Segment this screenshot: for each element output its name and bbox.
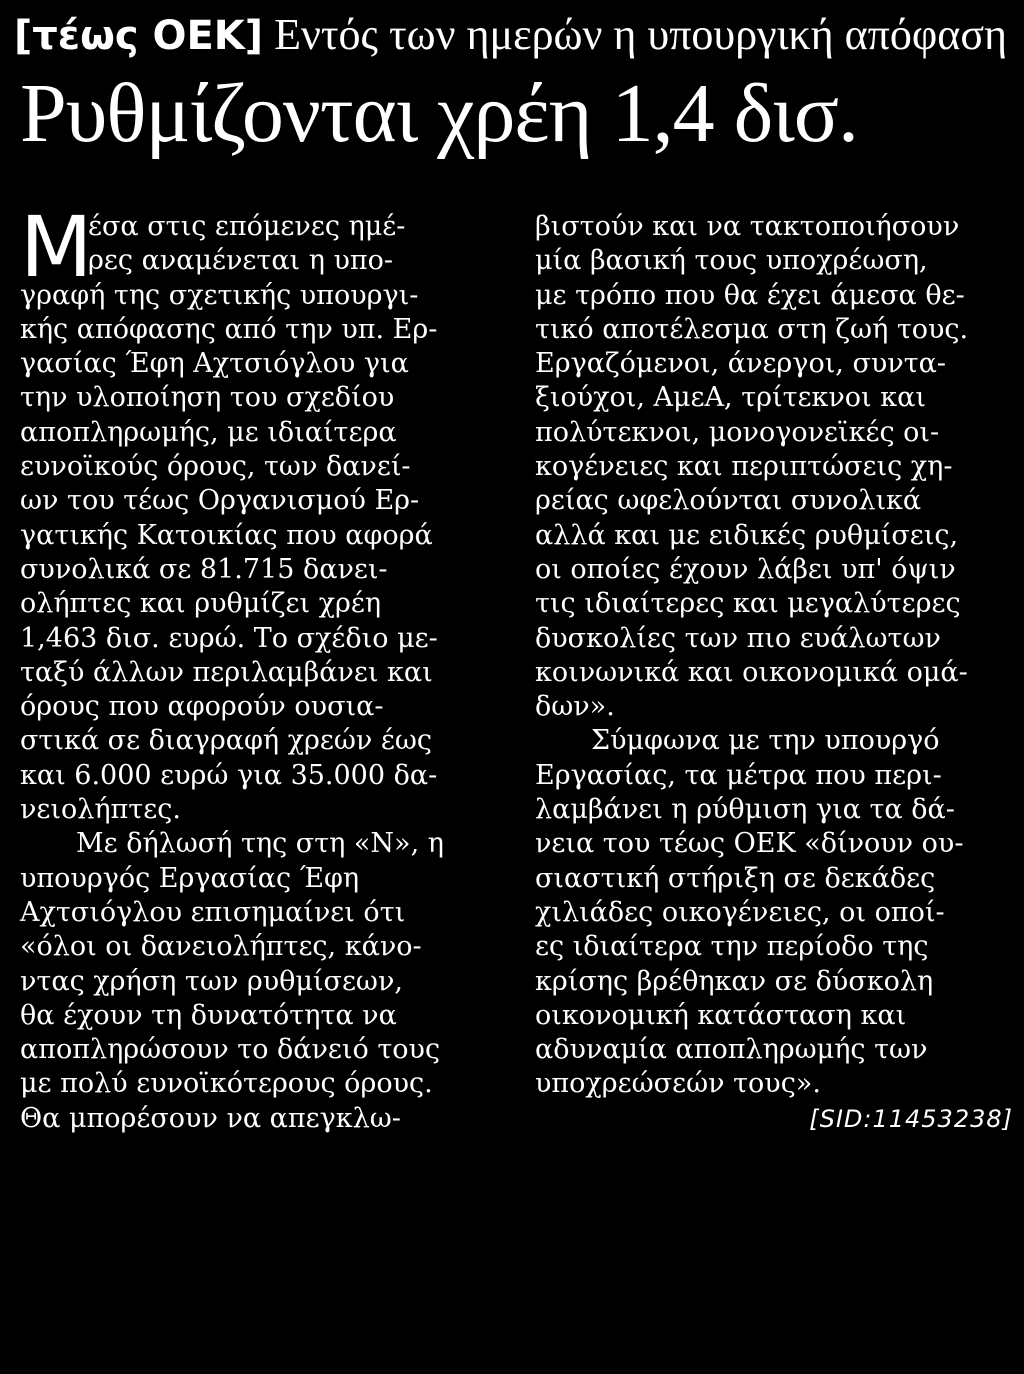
right-column: [535, 210, 1013, 1136]
headline: Ρυθμίζονται χρέη 1,4 δισ.: [20, 67, 859, 160]
body-line: με πολύ ευνοϊκότερους όρους.: [20, 1068, 433, 1100]
body-line: ρες αναμένεται η υπο-: [88, 245, 394, 277]
body-line: ες ιδιαίτερα την περίοδο της: [535, 931, 929, 963]
body-line: κογένειες και περιπτώσεις χη-: [535, 451, 953, 483]
body-line: οι οποίες έχουν λάβει υπ' όψιν: [535, 553, 956, 585]
body-line: γραφή της σχετικής υπουργι-: [20, 279, 419, 311]
body-line: Εργασίας, τα μέτρα που περι-: [535, 759, 942, 791]
body-line: Εργαζόμενοι, άνεργοι, συντα-: [535, 348, 946, 380]
body-line: συνολικά σε 81.715 δανει-: [20, 553, 388, 585]
body-line: Σύμφωνα με την υπουργό: [591, 725, 940, 757]
body-line: έσα στις επόμενες ημέ-: [88, 211, 406, 242]
body-line: στικά σε διαγραφή χρεών έως: [20, 725, 432, 757]
body-line: δων».: [535, 691, 615, 723]
body-line: με τρόπο που θα έχει άμεσα θε-: [535, 279, 965, 311]
body-line: τις ιδιαίτερες και μεγαλύτερες: [535, 588, 961, 620]
body-line: λαμβάνει η ρύθμιση για τα δά-: [535, 794, 955, 826]
body-line: ντας χρήση των ρυθμίσεων,: [20, 965, 403, 997]
body-line: κής απόφασης από την υπ. Ερ-: [20, 313, 438, 345]
body-line: αποπληρώσουν το δάνειό τους: [20, 1034, 441, 1066]
sid-code: [SID:11453238]: [809, 1104, 1013, 1133]
body-line: μία βασική τους υποχρέωση,: [535, 245, 928, 277]
body-line: ολήπτες και ρυθμίζει χρέη: [20, 588, 382, 620]
kicker-tag: [τέως ΟΕΚ]: [14, 13, 264, 59]
left-column: [20, 198, 498, 1136]
body-line: οικονομική κατάσταση και: [535, 999, 907, 1031]
body-line: αλλά και με ειδικές ρυθμίσεις,: [535, 519, 959, 551]
sid-row: [535, 1102, 1013, 1136]
body-line: ων του τέως Οργανισμού Ερ-: [20, 485, 420, 517]
kicker-text: Εντός των ημερών η υπουργική απόφαση: [274, 10, 1008, 59]
body-line: χιλιάδες οικογένειες, οι οποί-: [535, 896, 945, 928]
body-line: βιστούν και να τακτοποιήσουν: [535, 211, 960, 242]
body-line: Αχτσιόγλου επισημαίνει ότι: [20, 896, 406, 928]
body-line: ταξύ άλλων περιλαμβάνει και: [20, 656, 433, 688]
body-line: Θα μπορέσουν να απεγκλω-: [20, 1102, 401, 1134]
body-line: θα έχουν τη δυνατότητα να: [20, 999, 397, 1031]
drop-cap: Μ: [20, 198, 93, 296]
body-line: την υλοποίηση του σχεδίου: [20, 382, 395, 414]
body-line: ευνοϊκούς όρους, των δανεί-: [20, 451, 411, 483]
body-line: τικό αποτέλεσμα στη ζωή τους.: [535, 313, 969, 345]
body-line: ρείας ωφελούνται συνολικά: [535, 485, 922, 517]
body-line: όρους που αφορούν ουσια-: [20, 691, 384, 723]
body-line: και 6.000 ευρώ για 35.000 δα-: [20, 759, 438, 791]
kicker-line: [14, 6, 1014, 64]
body-line: νειολήπτες.: [20, 794, 181, 826]
body-line: αδυναμία αποπληρωμής των: [535, 1034, 928, 1066]
body-line: σιαστική στήριξη σε δεκάδες: [535, 862, 936, 894]
body-line: «όλοι οι δανειολήπτες, κάνο-: [20, 931, 422, 963]
body-line: υπουργός Εργασίας Έφη: [20, 862, 360, 894]
body-line: ξιούχοι, ΑμεΑ, τρίτεκνοι και: [535, 382, 926, 414]
body-line: αποπληρωμής, με ιδιαίτερα: [20, 416, 397, 448]
body-line: 1,463 δισ. ευρώ. Το σχέδιο με-: [20, 622, 438, 654]
body-line: δυσκολίες των πιο ευάλωτων: [535, 622, 941, 654]
body-line: πολύτεκνοι, μονογονεϊκές οι-: [535, 416, 940, 448]
body-line: γασίας Έφη Αχτσιόγλου για: [20, 348, 409, 380]
body-line: γατικής Κατοικίας που αφορά: [20, 519, 433, 551]
body-line: Με δήλωσή της στη «Ν», η: [76, 828, 444, 860]
body-line: υποχρεώσεών τους».: [535, 1068, 821, 1100]
body-line: κρίσης βρέθηκαν σε δύσκολη: [535, 965, 934, 997]
body-line: νεια του τέως ΟΕΚ «δίνουν ου-: [535, 828, 964, 860]
body-line: κοινωνικά και οικονομικά ομά-: [535, 656, 968, 688]
